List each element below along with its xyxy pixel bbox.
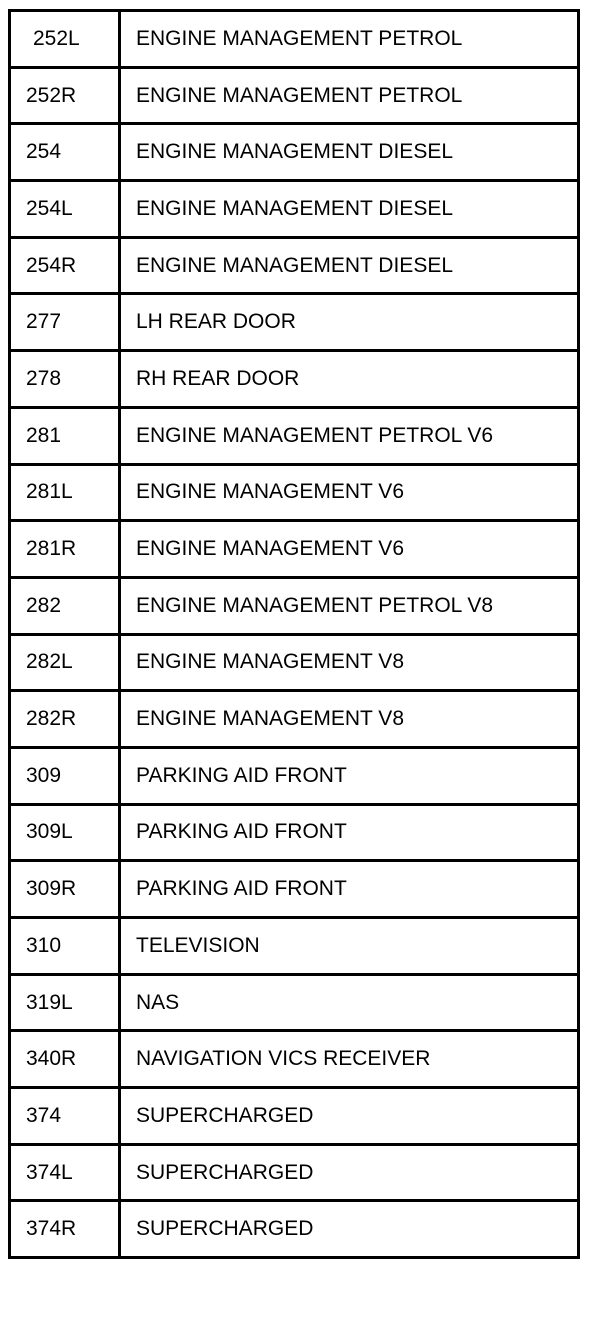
- table-row: [10, 237, 579, 294]
- row-description: ENGINE MANAGEMENT V8: [120, 691, 579, 748]
- row-description: ENGINE MANAGEMENT PETROL V6: [120, 407, 579, 464]
- row-code: 252R: [10, 67, 120, 124]
- row-code: 254R: [10, 237, 120, 294]
- row-code: 277: [10, 294, 120, 351]
- table-row: [10, 1088, 579, 1145]
- table-row: [10, 577, 579, 634]
- row-description: ENGINE MANAGEMENT DIESEL: [120, 124, 579, 181]
- table-row: [10, 464, 579, 521]
- row-code: 309: [10, 747, 120, 804]
- row-code: 310: [10, 918, 120, 975]
- table-row: [10, 747, 579, 804]
- row-description: PARKING AID FRONT: [120, 861, 579, 918]
- table-row: [10, 124, 579, 181]
- row-code: 319L: [10, 974, 120, 1031]
- row-description: LH REAR DOOR: [120, 294, 579, 351]
- row-description: PARKING AID FRONT: [120, 804, 579, 861]
- row-code: 281R: [10, 521, 120, 578]
- row-code: 282L: [10, 634, 120, 691]
- row-description: NAS: [120, 974, 579, 1031]
- table-row: [10, 351, 579, 408]
- table-row: [10, 804, 579, 861]
- table-row: [10, 1144, 579, 1201]
- table-row: [10, 918, 579, 975]
- row-description: NAVIGATION VICS RECEIVER: [120, 1031, 579, 1088]
- row-description: TELEVISION: [120, 918, 579, 975]
- row-code: 254L: [10, 181, 120, 238]
- code-table: [8, 9, 580, 1259]
- row-code: 374L: [10, 1144, 120, 1201]
- row-description: SUPERCHARGED: [120, 1201, 579, 1258]
- row-description: ENGINE MANAGEMENT PETROL V8: [120, 577, 579, 634]
- row-description: ENGINE MANAGEMENT V6: [120, 464, 579, 521]
- row-code: 254: [10, 124, 120, 181]
- table-row: [10, 634, 579, 691]
- table-row: [10, 1031, 579, 1088]
- row-description: ENGINE MANAGEMENT PETROL: [120, 11, 579, 68]
- row-code: 340R: [10, 1031, 120, 1088]
- table-body: [10, 11, 579, 1258]
- table-row: [10, 1201, 579, 1258]
- row-description: ENGINE MANAGEMENT V8: [120, 634, 579, 691]
- row-description: SUPERCHARGED: [120, 1088, 579, 1145]
- row-code: 374: [10, 1088, 120, 1145]
- row-description: ENGINE MANAGEMENT DIESEL: [120, 181, 579, 238]
- table-row: [10, 294, 579, 351]
- row-code: 281: [10, 407, 120, 464]
- row-code: 252L: [10, 11, 120, 68]
- row-code: 282R: [10, 691, 120, 748]
- row-code: 282: [10, 577, 120, 634]
- table-row: [10, 407, 579, 464]
- row-description: ENGINE MANAGEMENT DIESEL: [120, 237, 579, 294]
- table-row: [10, 181, 579, 238]
- row-description: ENGINE MANAGEMENT PETROL: [120, 67, 579, 124]
- row-code: 281L: [10, 464, 120, 521]
- table-row: [10, 974, 579, 1031]
- table-row: [10, 691, 579, 748]
- row-description: PARKING AID FRONT: [120, 747, 579, 804]
- table-row: [10, 521, 579, 578]
- row-code: 309L: [10, 804, 120, 861]
- row-code: 278: [10, 351, 120, 408]
- row-description: RH REAR DOOR: [120, 351, 579, 408]
- row-code: 374R: [10, 1201, 120, 1258]
- table-row: [10, 861, 579, 918]
- row-code: 309R: [10, 861, 120, 918]
- table-row: [10, 11, 579, 68]
- row-description: ENGINE MANAGEMENT V6: [120, 521, 579, 578]
- table-row: [10, 67, 579, 124]
- row-description: SUPERCHARGED: [120, 1144, 579, 1201]
